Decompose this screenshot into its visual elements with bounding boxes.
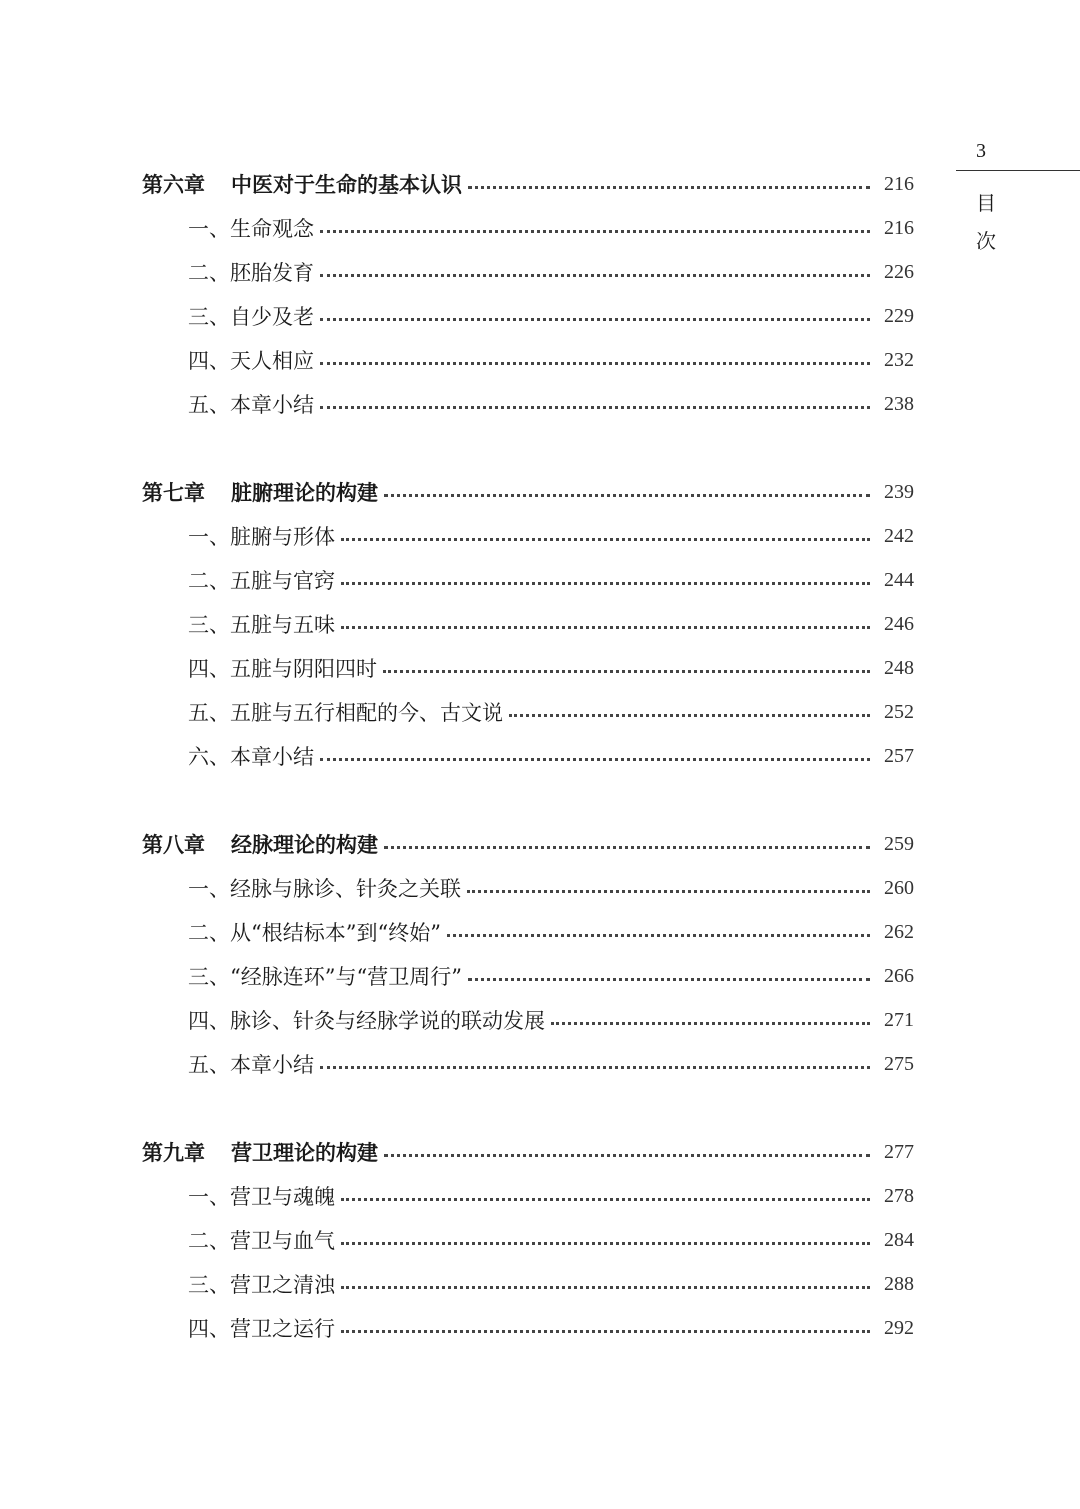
page-ref: 284 <box>884 1228 914 1251</box>
section-title: 三、营卫之清浊 <box>188 1273 335 1297</box>
page-ref: 278 <box>884 1184 914 1207</box>
dot-leader <box>341 626 870 629</box>
page-ref: 232 <box>884 348 914 371</box>
page-ref: 238 <box>884 392 914 415</box>
page-ref: 248 <box>884 656 914 679</box>
page-ref: 266 <box>884 964 914 987</box>
page-ref: 257 <box>884 744 914 767</box>
section-title: 五、本章小结 <box>188 1053 314 1077</box>
toc-section-entry[interactable] <box>142 734 914 778</box>
toc-section-entry[interactable] <box>142 514 914 558</box>
section-title: 六、本章小结 <box>188 745 314 769</box>
dot-leader <box>320 318 870 321</box>
page-ref: 277 <box>884 1140 914 1163</box>
toc-section-entry[interactable] <box>142 954 914 998</box>
page-ref: 288 <box>884 1272 914 1295</box>
toc-section-entry[interactable] <box>142 206 914 250</box>
toc-section-entry[interactable] <box>142 1262 914 1306</box>
table-of-contents <box>142 162 914 1394</box>
page-ref: 292 <box>884 1316 914 1339</box>
toc-chapter-entry[interactable] <box>142 1130 914 1174</box>
toc-section-entry[interactable] <box>142 382 914 426</box>
chapter-title: 经脉理论的构建 <box>231 832 378 857</box>
toc-section-entry[interactable] <box>142 1174 914 1218</box>
page-ref: 216 <box>884 172 914 195</box>
chapter-title: 营卫理论的构建 <box>231 1140 378 1165</box>
page-ref: 252 <box>884 700 914 723</box>
toc-section-entry[interactable] <box>142 602 914 646</box>
running-title-char: 目 <box>976 191 996 215</box>
toc-section-entry[interactable] <box>142 558 914 602</box>
page-ref: 246 <box>884 612 914 635</box>
page-header <box>956 138 1080 253</box>
dot-leader <box>341 1242 870 1245</box>
chapter-number: 第六章 <box>142 172 205 197</box>
section-title: 二、从“根结标本”到“终始” <box>188 921 441 945</box>
page-ref: 239 <box>884 480 914 503</box>
page-ref: 229 <box>884 304 914 327</box>
section-title: 一、生命观念 <box>188 217 314 241</box>
chapter-number: 第八章 <box>142 832 205 857</box>
toc-section-entry[interactable] <box>142 1218 914 1262</box>
dot-leader <box>341 582 870 585</box>
section-title: 二、五脏与官窍 <box>188 569 335 593</box>
toc-section-entry[interactable] <box>142 1306 914 1350</box>
chapter-block <box>142 1130 914 1350</box>
toc-section-entry[interactable] <box>142 866 914 910</box>
toc-chapter-entry[interactable] <box>142 162 914 206</box>
page-ref: 275 <box>884 1052 914 1075</box>
section-title: 四、脉诊、针灸与经脉学说的联动发展 <box>188 1009 545 1033</box>
section-title: 一、经脉与脉诊、针灸之关联 <box>188 877 461 901</box>
toc-section-entry[interactable] <box>142 998 914 1042</box>
dot-leader <box>468 978 870 981</box>
section-title: 三、“经脉连环”与“营卫周行” <box>188 965 462 989</box>
page-ref: 259 <box>884 832 914 855</box>
section-title: 四、五脏与阴阳四时 <box>188 657 377 681</box>
dot-leader <box>384 846 870 849</box>
chapter-number: 第七章 <box>142 480 205 505</box>
dot-leader <box>320 406 870 409</box>
page-ref: 242 <box>884 524 914 547</box>
page-ref: 271 <box>884 1008 914 1031</box>
page-ref: 226 <box>884 260 914 283</box>
header-rule <box>956 170 1080 171</box>
toc-section-entry[interactable] <box>142 910 914 954</box>
toc-section-entry[interactable] <box>142 646 914 690</box>
section-title: 四、天人相应 <box>188 349 314 373</box>
section-title: 三、五脏与五味 <box>188 613 335 637</box>
dot-leader <box>341 1330 870 1333</box>
section-title: 二、营卫与血气 <box>188 1229 335 1253</box>
dot-leader <box>509 714 870 717</box>
chapter-block <box>142 162 914 426</box>
running-title-char: 次 <box>976 229 996 253</box>
dot-leader <box>320 230 870 233</box>
dot-leader <box>467 890 870 893</box>
dot-leader <box>320 362 870 365</box>
chapter-block <box>142 822 914 1086</box>
toc-section-entry[interactable] <box>142 338 914 382</box>
chapter-title: 脏腑理论的构建 <box>231 480 378 505</box>
section-title: 二、胚胎发育 <box>188 261 314 285</box>
dot-leader <box>551 1022 870 1025</box>
dot-leader <box>383 670 870 673</box>
page-ref: 216 <box>884 216 914 239</box>
chapter-block <box>142 470 914 778</box>
running-title <box>974 184 998 260</box>
page-ref: 260 <box>884 876 914 899</box>
dot-leader <box>341 538 870 541</box>
toc-chapter-entry[interactable] <box>142 822 914 866</box>
page-number: 3 <box>976 140 986 162</box>
dot-leader <box>384 494 870 497</box>
dot-leader <box>320 1066 870 1069</box>
dot-leader <box>341 1286 870 1289</box>
dot-leader <box>341 1198 870 1201</box>
dot-leader <box>468 186 870 189</box>
toc-chapter-entry[interactable] <box>142 470 914 514</box>
page-ref: 244 <box>884 568 914 591</box>
section-title: 三、自少及老 <box>188 305 314 329</box>
dot-leader <box>320 758 870 761</box>
dot-leader <box>384 1154 870 1157</box>
chapter-title: 中医对于生命的基本认识 <box>231 172 462 197</box>
chapter-number: 第九章 <box>142 1140 205 1165</box>
section-title: 五、五脏与五行相配的今、古文说 <box>188 701 503 725</box>
section-title: 五、本章小结 <box>188 393 314 417</box>
dot-leader <box>320 274 870 277</box>
toc-section-entry[interactable] <box>142 690 914 734</box>
section-title: 一、脏腑与形体 <box>188 525 335 549</box>
dot-leader <box>447 934 870 937</box>
toc-section-entry[interactable] <box>142 294 914 338</box>
toc-section-entry[interactable] <box>142 250 914 294</box>
section-title: 四、营卫之运行 <box>188 1317 335 1341</box>
page-ref: 262 <box>884 920 914 943</box>
toc-section-entry[interactable] <box>142 1042 914 1086</box>
section-title: 一、营卫与魂魄 <box>188 1185 335 1209</box>
